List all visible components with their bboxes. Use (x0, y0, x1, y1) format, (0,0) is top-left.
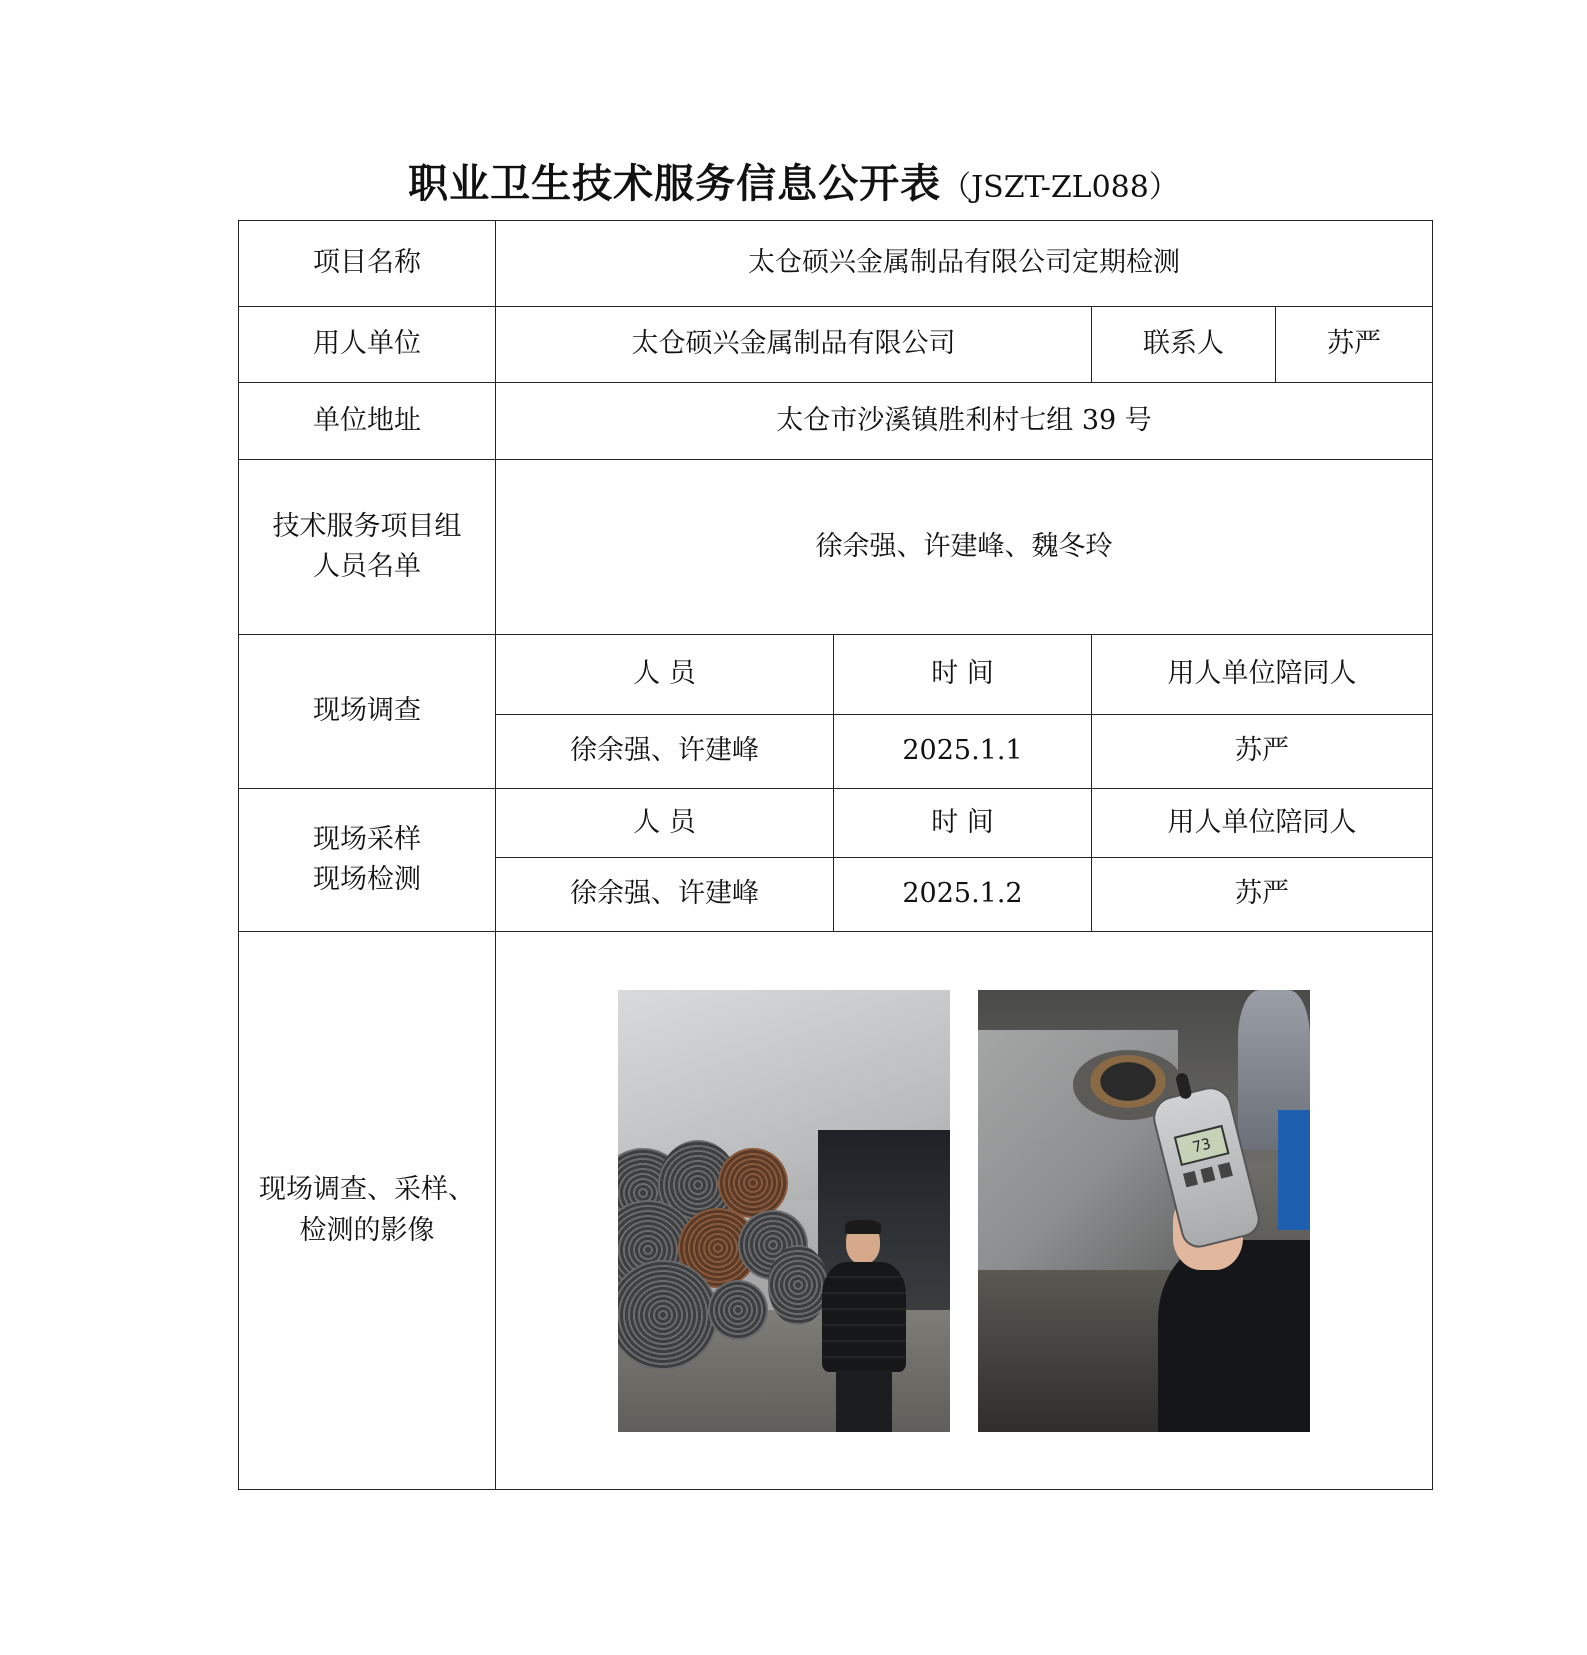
images-label-line2: 检测的影像 (299, 1214, 435, 1246)
images-cell (496, 932, 1433, 1490)
survey-col-companion: 用人单位陪同人 (1092, 635, 1433, 715)
sleeve-arm (1158, 1240, 1310, 1432)
row-images (239, 932, 1433, 1490)
project-name-label: 项目名称 (239, 221, 496, 307)
row-project-name (239, 221, 1433, 307)
row-sampling-header (239, 789, 1433, 858)
sampling-personnel: 徐余强、许建峰 (496, 858, 834, 932)
sampling-label-line2: 现场检测 (313, 864, 421, 895)
team-value: 徐余强、许建峰、魏冬玲 (496, 460, 1433, 635)
sampling-col-time: 时 间 (834, 789, 1092, 858)
meter-buttons (1183, 1162, 1233, 1187)
warehouse-photo (618, 990, 950, 1432)
meter-microphone (1175, 1071, 1193, 1099)
employer-value: 太仓硕兴金属制品有限公司 (496, 307, 1092, 383)
team-label-line2: 人员名单 (313, 551, 421, 582)
sampling-label-line1: 现场采样 (313, 823, 421, 855)
row-survey-header (239, 635, 1433, 715)
survey-companion: 苏严 (1092, 715, 1433, 789)
sampling-col-companion: 用人单位陪同人 (1092, 789, 1433, 858)
person-standing (818, 1222, 910, 1432)
sampling-label (239, 789, 496, 932)
sampling-companion: 苏严 (1092, 858, 1433, 932)
row-address (239, 383, 1433, 460)
meter-screen: 73 (1174, 1124, 1230, 1165)
person-jacket (822, 1262, 906, 1372)
project-name-value: 太仓硕兴金属制品有限公司定期检测 (496, 221, 1433, 307)
team-label-line1: 技术服务项目组 (272, 510, 462, 542)
title-main: 职业卫生技术服务信息公开表 (408, 160, 942, 207)
photo-group (496, 990, 1432, 1432)
survey-personnel: 徐余强、许建峰 (496, 715, 834, 789)
person-legs (836, 1370, 892, 1432)
row-employer (239, 307, 1433, 383)
team-label (239, 460, 496, 635)
blue-bin (1278, 1110, 1310, 1230)
images-label (239, 932, 496, 1490)
employer-label: 用人单位 (239, 307, 496, 383)
survey-time: 2025.1.1 (834, 715, 1092, 789)
wire-coil (708, 1280, 768, 1340)
sampling-time: 2025.1.2 (834, 858, 1092, 932)
person-hair (845, 1220, 881, 1234)
address-label: 单位地址 (239, 383, 496, 460)
row-team (239, 460, 1433, 635)
contact-label: 联系人 (1092, 307, 1276, 383)
survey-col-time: 时 间 (834, 635, 1092, 715)
page-title (0, 152, 1587, 209)
address-value: 太仓市沙溪镇胜利村七组 39 号 (496, 383, 1433, 460)
title-code: （JSZT-ZL088） (941, 170, 1179, 205)
contact-value: 苏严 (1276, 307, 1433, 383)
sampling-col-personnel: 人 员 (496, 789, 834, 858)
images-label-line1: 现场调查、采样、 (259, 1174, 475, 1205)
info-table (238, 220, 1433, 1490)
survey-col-personnel: 人 员 (496, 635, 834, 715)
measurement-photo (978, 990, 1310, 1432)
survey-label: 现场调查 (239, 635, 496, 789)
wire-coil (718, 1148, 788, 1218)
